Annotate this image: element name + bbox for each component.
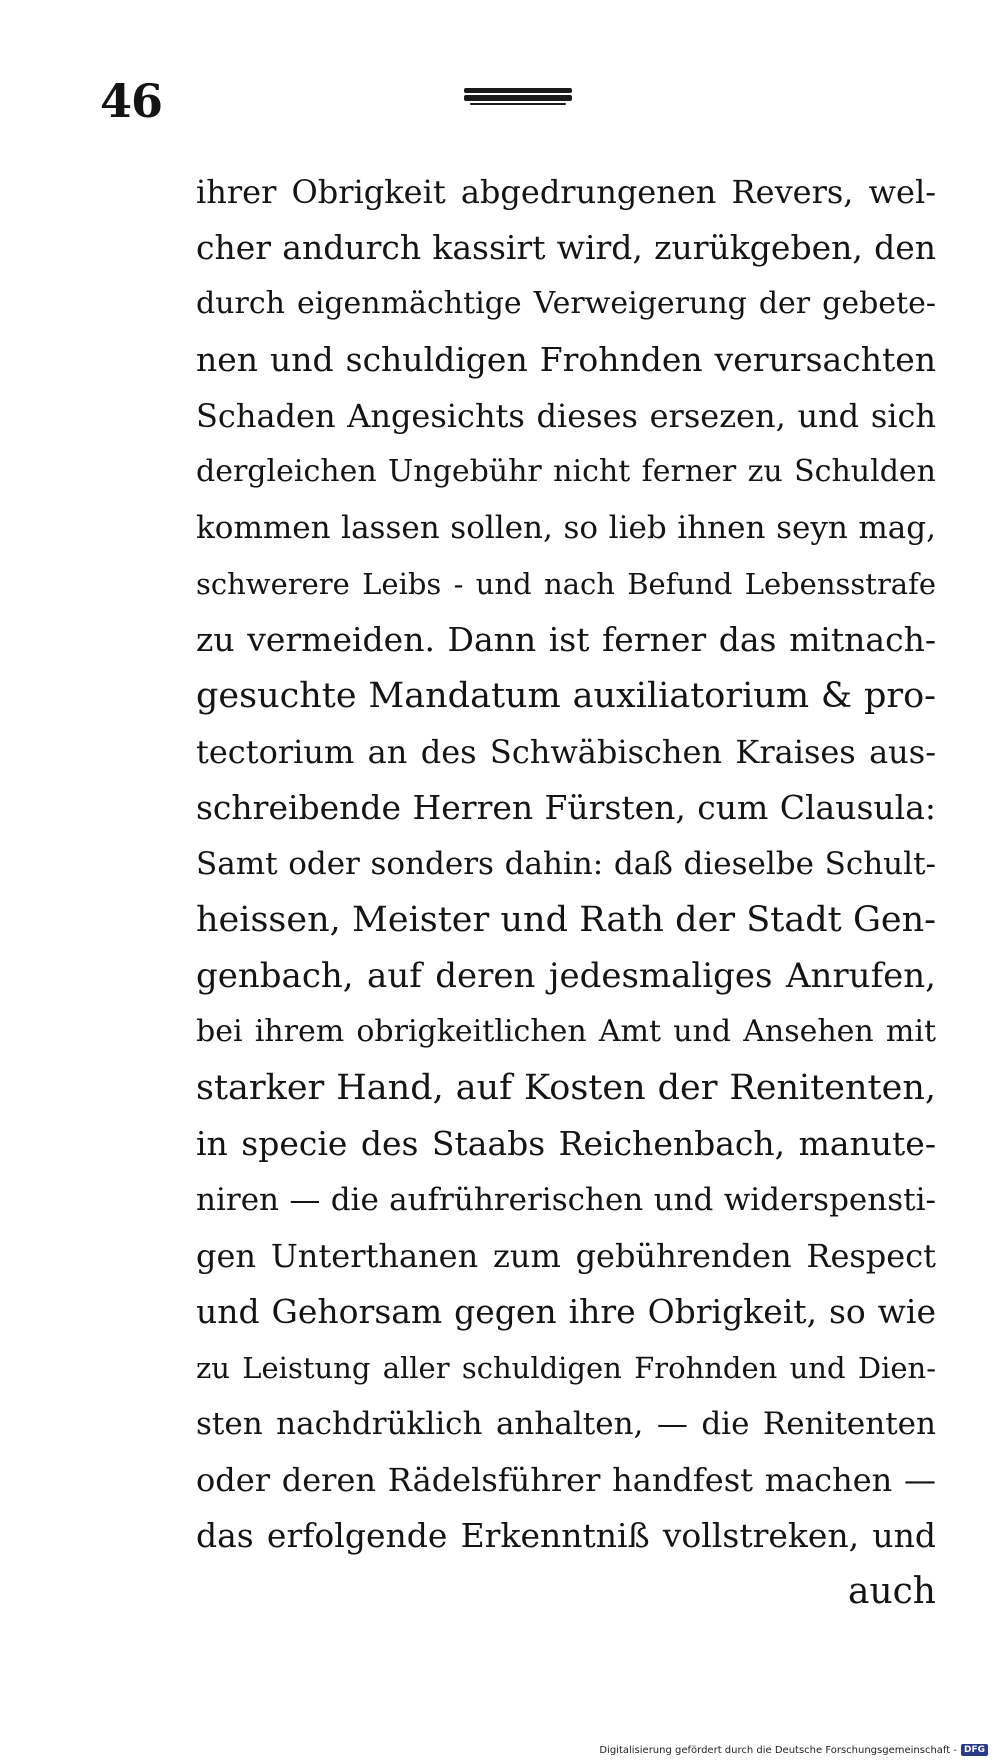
text-line: ihrer Obrigkeit abgedrungenen Revers, wel- [196, 173, 936, 211]
text-line: dergleichen Ungebühr nicht ferner zu Schulden [196, 454, 936, 489]
text-line: Samt oder sonders dahin: daß dieselbe Schult- [196, 846, 936, 882]
text-line: starker Hand, auf Kosten der Renitenten, [196, 1068, 936, 1108]
text-line: sten nachdrüklich anhalten, — die Renitenten [196, 1406, 936, 1442]
text-line: schreibende Herren Fürsten, cum Clausula: [196, 788, 936, 827]
text-line: Schaden Angesichts dieses ersezen, und sich [196, 397, 936, 435]
text-line: genbach, auf deren jedesmaliges Anrufen, [196, 956, 936, 996]
text-line: und Gehorsam gegen ihre Obrigkeit, so wie [196, 1292, 936, 1331]
text-line: zu Leistung aller schuldigen Frohnden und Dien- [196, 1351, 936, 1385]
text-line: heissen, Meister und Rath der Stadt Gen- [196, 900, 936, 940]
page-number: 46 [100, 74, 163, 128]
text-line: gesuchte Mandatum auxiliatorium & pro- [196, 676, 936, 716]
text-line: oder deren Rädelsführer handfest machen — [196, 1461, 936, 1499]
text-line: schwerere Leibs - und nach Befund Lebensstrafe [196, 567, 936, 601]
text-line: gen Unterthanen zum gebührenden Respect [196, 1237, 936, 1275]
text-line: in specie des Staabs Reichenbach, manute- [196, 1124, 936, 1163]
text-line: cher andurch kassirt wird, zurükgeben, den [196, 228, 936, 267]
catchword: auch [848, 1571, 936, 1612]
footer [599, 1744, 988, 1756]
footer-text: Digitalisierung gefördert durch die Deutsche Forschungsgemeinschaft - [599, 1744, 957, 1756]
text-line: nen und schuldigen Frohnden verursachten [196, 340, 936, 379]
dfg-logo: DFG [961, 1744, 988, 1756]
text-line: niren — die aufrührerischen und widerspensti- [196, 1182, 936, 1218]
body-text [196, 164, 936, 1620]
text-line: tectorium an des Schwäbischen Kraises aus- [196, 733, 936, 771]
text-line: zu vermeiden. Dann ist ferner das mitnach- [196, 620, 936, 659]
text-line: durch eigenmächtige Verweigerung der gebete- [196, 286, 936, 321]
text-line: bei ihrem obrigkeitlichen Amt und Ansehen mit [196, 1014, 936, 1049]
text-line: das erfolgende Erkenntniß vollstreken, und [196, 1516, 936, 1555]
text-line: kommen lassen sollen, so lieb ihnen seyn mag, [196, 510, 936, 546]
header-rule [464, 88, 572, 106]
